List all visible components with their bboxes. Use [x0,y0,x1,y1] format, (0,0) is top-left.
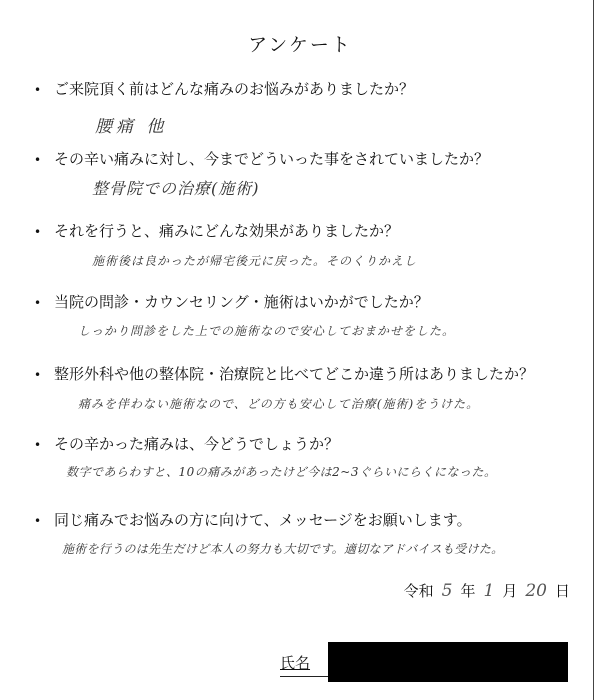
question-6 [34,433,339,454]
answer-6: 数字であらわすと、10の痛みがあったけど今は2~3ぐらいにらくになった。 [66,465,497,479]
question-2 [34,148,489,169]
name-underline [280,676,330,677]
bullet-icon: • [34,83,42,97]
question-1-text: ご来院頂く前はどんな痛みのお悩みがありましたか？ [54,80,415,98]
redacted-name-box [328,642,568,682]
question-3 [34,220,399,241]
answer-1: 腰痛 他 [95,117,168,137]
date-month: 1 [483,581,495,601]
name-label: 氏名 [280,654,311,672]
question-6-text: その辛かった痛みは、今どうでしょうか？ [54,435,340,453]
date-line [404,580,570,601]
question-4-text: 当院の問診・カウンセリング・施術はいかがでしたか？ [54,293,429,311]
answer-4: しっかり問診をした上での施術なので安心しておまかせをした。 [78,324,456,338]
question-1 [34,78,414,99]
answer-3: 施術後は良かったが帰宅後元に戻った。そのくりかえし [92,254,418,268]
question-7 [34,509,472,530]
question-3-text: それを行うと、痛みにどんな効果がありましたか？ [54,222,400,240]
date-year-unit: 年 [460,582,476,600]
question-5-text: 整形外科や他の整体院・治療院と比べてどこか違う所はありましたか？ [54,365,535,383]
survey-title: アンケート [248,34,352,56]
bullet-icon: • [34,296,42,310]
date-month-unit: 月 [502,582,518,600]
question-7-text: 同じ痛みでお悩みの方に向けて、メッセージをお願いします。 [54,511,472,529]
date-era: 令和 [403,582,434,600]
date-day: 20 [525,581,547,601]
bullet-icon: • [34,438,42,452]
question-5 [34,363,534,384]
bullet-icon: • [34,225,42,239]
date-year: 5 [441,581,453,601]
question-4 [34,291,429,312]
answer-7: 施術を行うのは先生だけど本人の努力も大切です。適切なアドバイスも受けた。 [62,542,504,556]
answer-2: 整骨院での治療(施術) [92,179,260,198]
answer-5: 痛みを伴わない施術なので、どの方も安心して治療(施術)をうけた。 [78,397,480,411]
question-2-text: その辛い痛みに対し、今までどういった事をされていましたか？ [54,150,490,168]
bullet-icon: • [34,368,42,382]
bullet-icon: • [34,153,42,167]
date-day-unit: 日 [554,582,570,600]
bullet-icon: • [34,514,42,528]
scan-edge-line [593,0,594,700]
